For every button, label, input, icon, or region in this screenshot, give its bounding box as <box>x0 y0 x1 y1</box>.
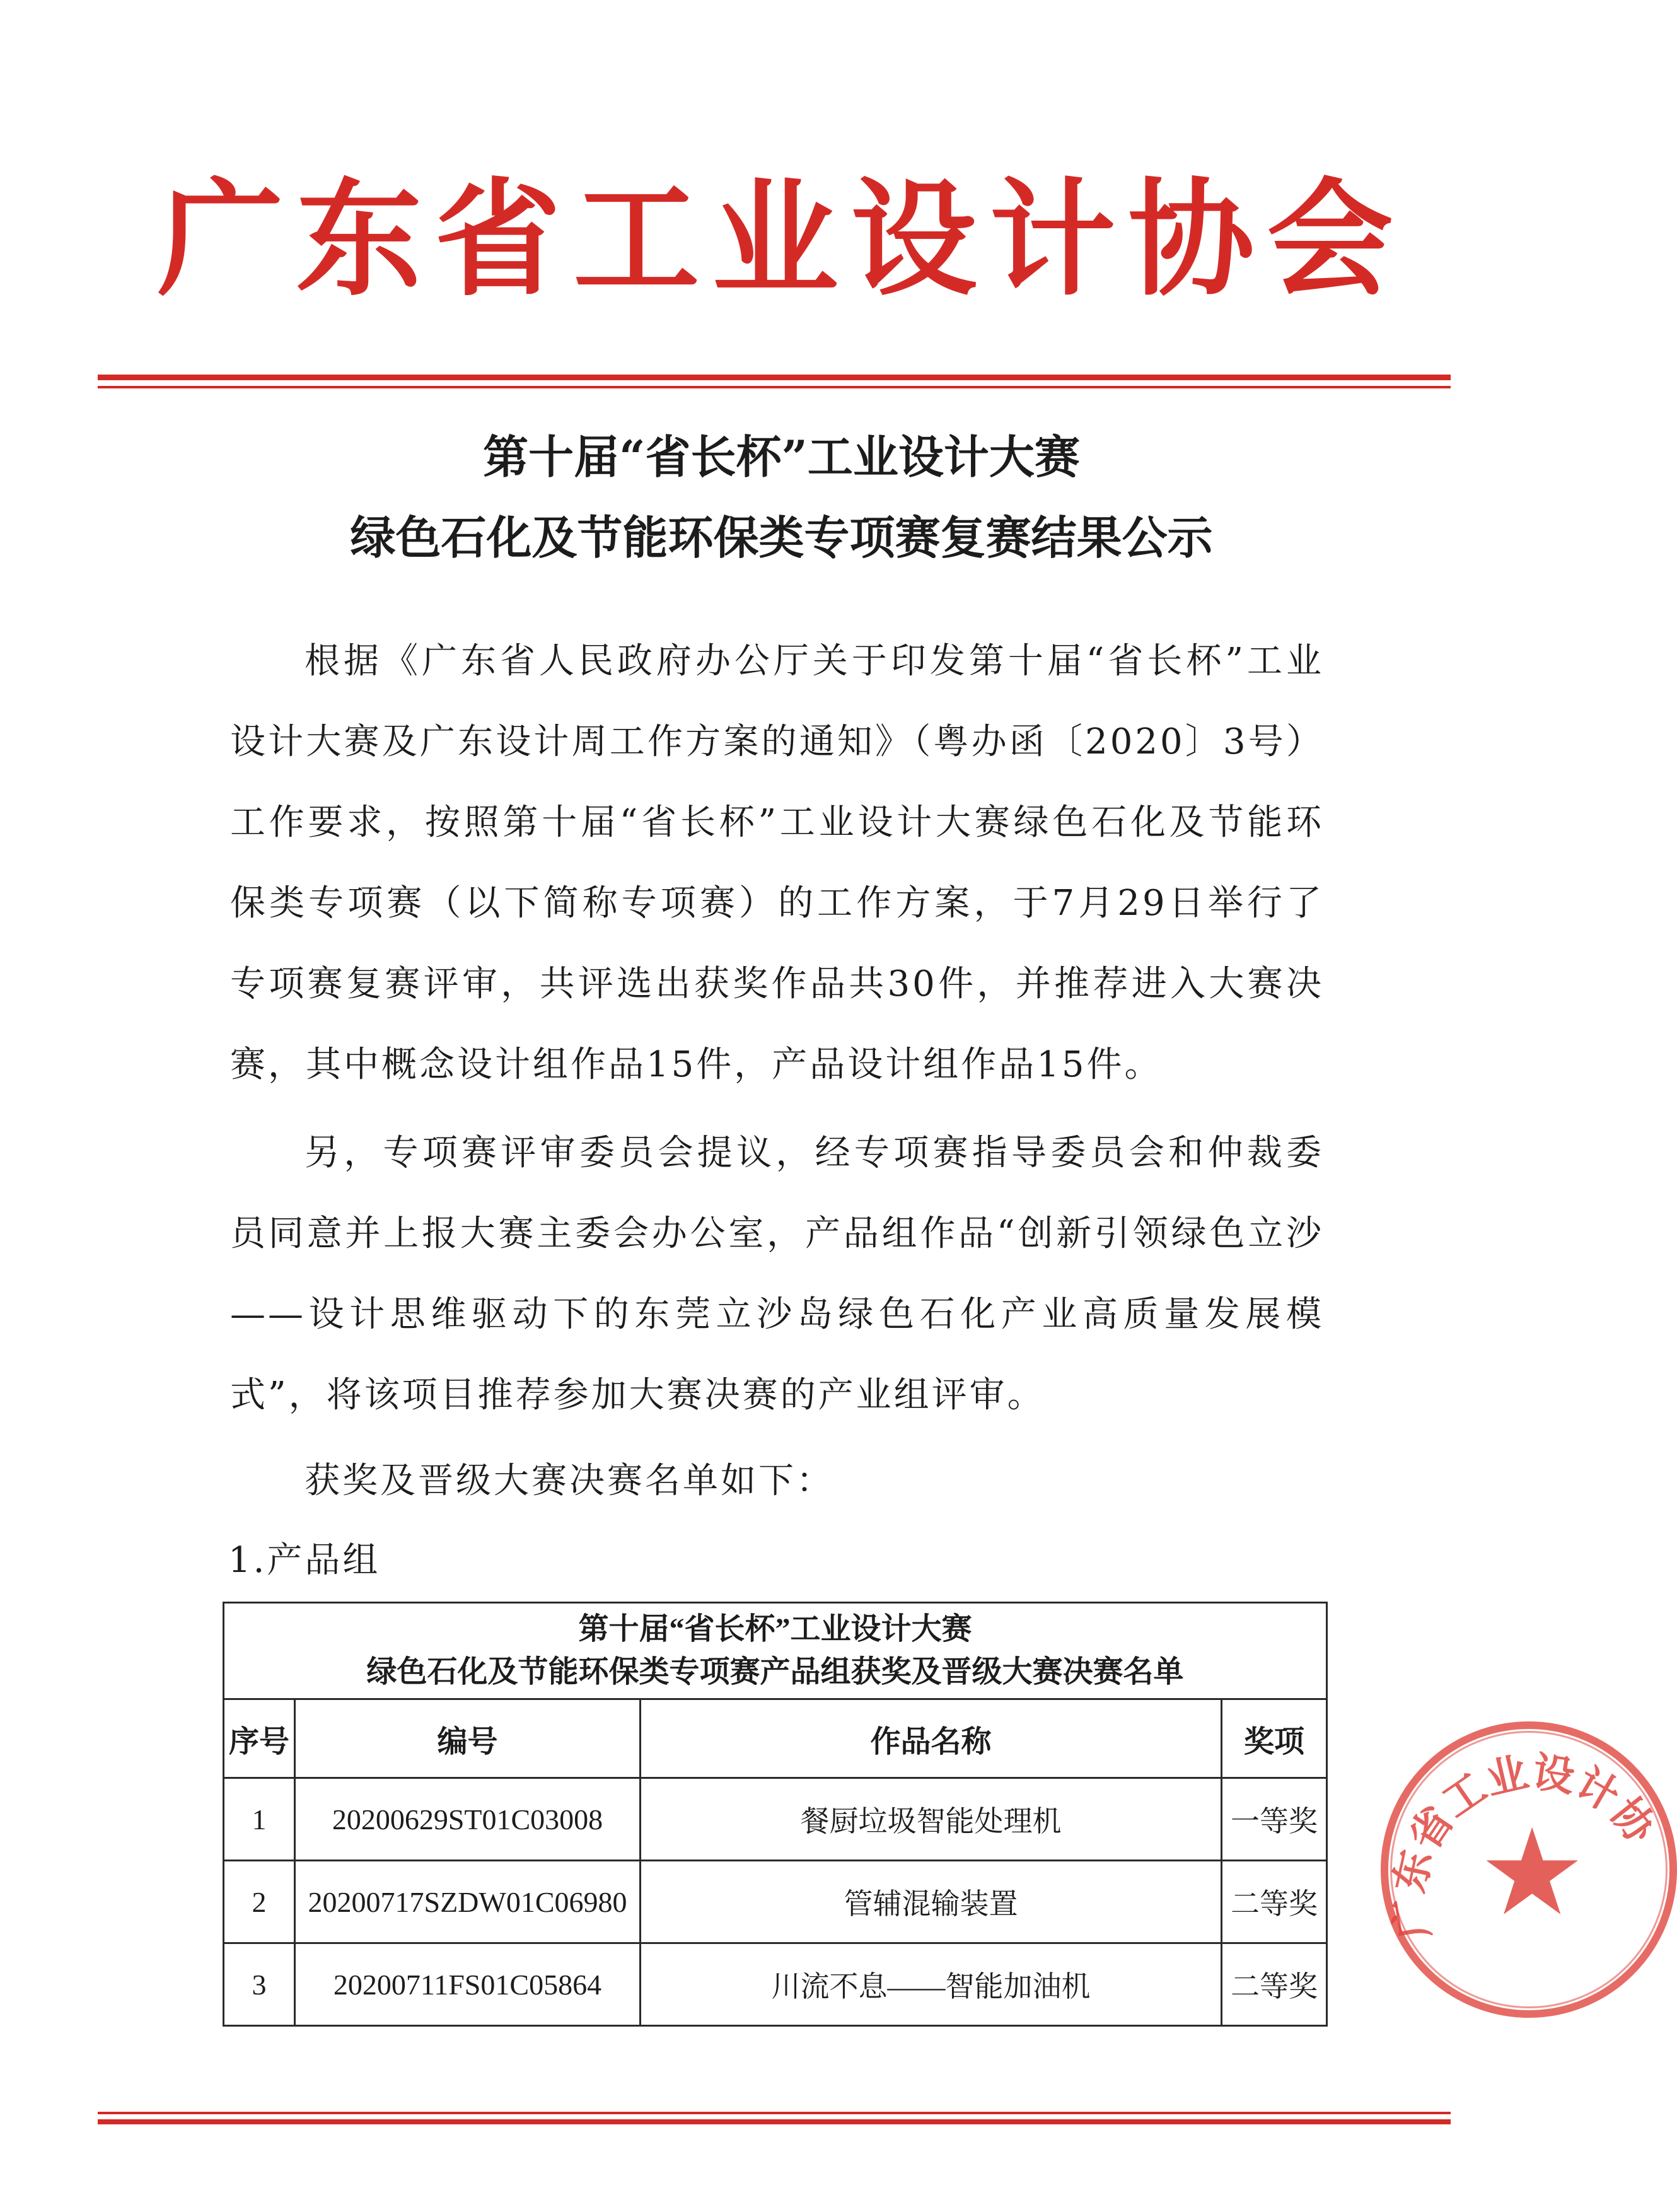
list-label-product-group: 1.产品组 <box>228 1540 381 1581</box>
row-award: 二等奖 <box>1222 1861 1327 1943</box>
row-index: 1 <box>224 1778 295 1861</box>
row-code: 20200717SZDW01C06980 <box>295 1861 641 1943</box>
table-caption <box>224 1603 1327 1699</box>
column-header-name: 作品名称 <box>641 1699 1222 1778</box>
column-header-code: 编号 <box>295 1699 641 1778</box>
table-row <box>224 1861 1327 1943</box>
row-award: 一等奖 <box>1222 1778 1327 1861</box>
row-name: 餐厨垃圾智能处理机 <box>641 1778 1222 1861</box>
row-index: 2 <box>224 1861 295 1943</box>
svg-text:广东省工业设计协会: 广东省工业设计协会 <box>1366 1689 1666 1943</box>
table-row <box>224 1943 1327 2026</box>
body-paragraph-3: 获奖及晋级大赛决赛名单如下： <box>305 1460 834 1501</box>
footer-rule-thin <box>98 2112 1451 2114</box>
seal-star-icon: ★ <box>1478 1803 1586 1942</box>
letterhead-org-name: 广东省工业设计协会 <box>157 165 1406 313</box>
row-code: 20200711FS01C05864 <box>295 1943 641 2026</box>
body-paragraph-2: 另，专项赛评审委员会提议，经专项赛指导委员会和仲裁委员同意并上报大赛主委会办公室，产品组作品“创新引领绿色立沙——设计思维驱动下的东莞立沙岛绿色石化产业高质量发展模式”，将该项目推荐参加大赛决赛的产业组评审。 <box>230 1132 1324 1416</box>
letterhead-rule-thick <box>98 375 1451 380</box>
row-index: 3 <box>224 1943 295 2026</box>
table-caption-line1: 第十届“省长杯”工业设计大赛 <box>578 1612 972 1646</box>
letterhead-rule-thin <box>98 386 1451 388</box>
table-row <box>224 1778 1327 1861</box>
column-header-award: 奖项 <box>1222 1699 1327 1778</box>
body-paragraph-1: 根据《广东省人民政府办公厅关于印发第十届“省长杯”工业设计大赛及广东设计周工作方案的通知》（粤办函〔2020〕3号）工作要求，按照第十届“省长杯”工业设计大赛绿色石化及节能环保类专项赛（以下简称专项赛）的工作方案，于7月29日举行了专项赛复赛评审，共评选出获奖作品共30件，并推荐进入大赛决赛，其中概念设计组作品15件，产品设计组作品15件。 <box>230 641 1324 1085</box>
row-award: 二等奖 <box>1222 1943 1327 2026</box>
row-name: 川流不息——智能加油机 <box>641 1943 1222 2026</box>
table-header-row <box>224 1699 1327 1778</box>
doc-title-line2: 绿色石化及节能环保类专项赛复赛结果公示 <box>350 511 1213 564</box>
column-header-index: 序号 <box>224 1699 295 1778</box>
doc-title-line1: 第十届“省长杯”工业设计大赛 <box>483 430 1080 484</box>
award-table <box>223 1602 1328 2027</box>
row-name: 管辅混输装置 <box>641 1861 1222 1943</box>
table-caption-line2: 绿色石化及节能环保类专项赛产品组获奖及晋级大赛决赛名单 <box>366 1655 1184 1689</box>
row-code: 20200629ST01C03008 <box>295 1778 641 1861</box>
footer-rule-thick <box>98 2119 1451 2124</box>
